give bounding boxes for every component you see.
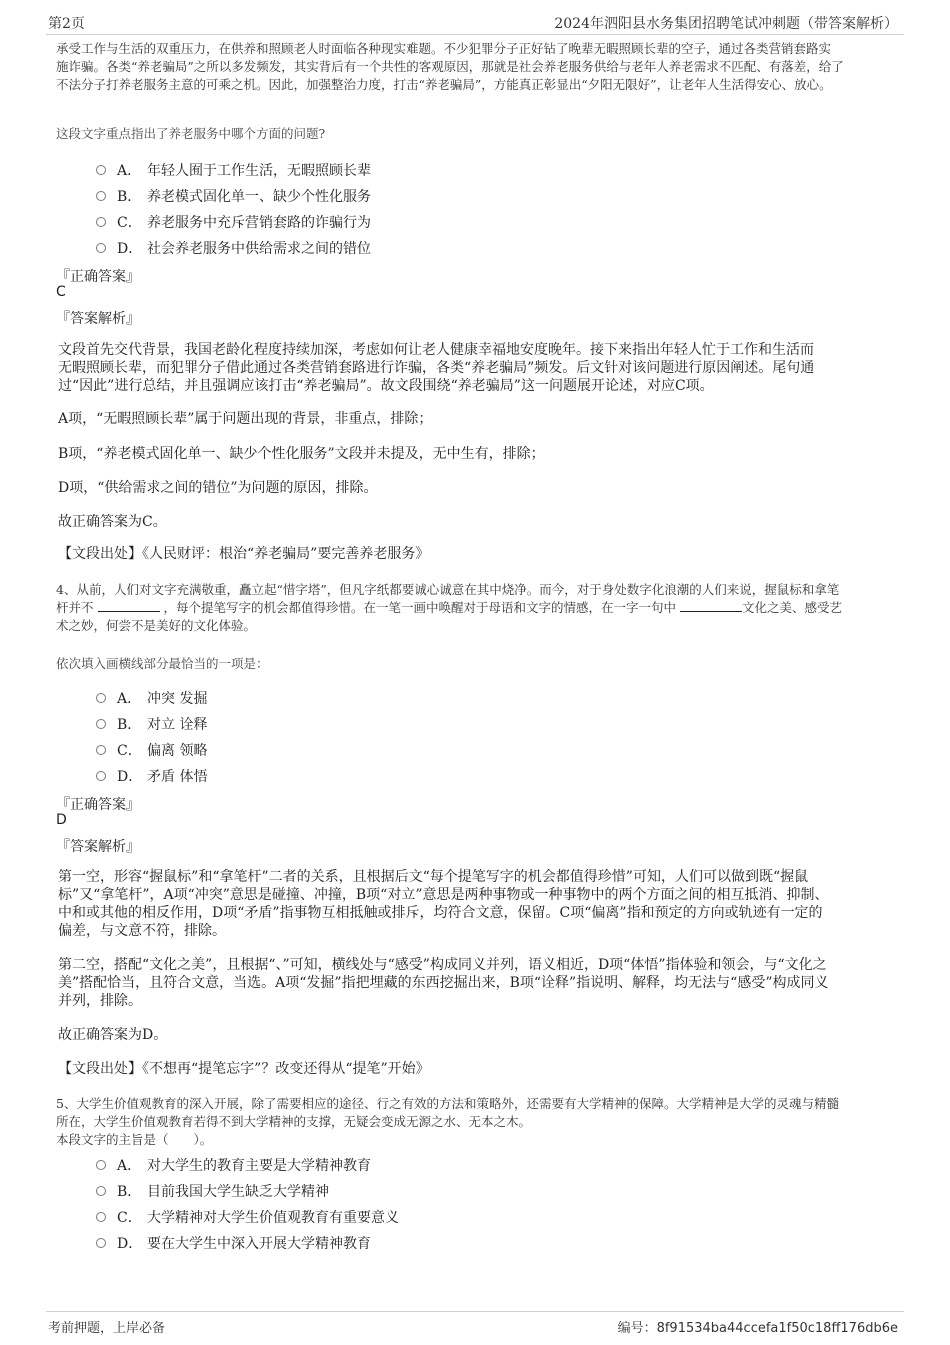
option-text: 要在大学生中深入开展大学精神教育	[147, 1236, 371, 1252]
analysis-label: 『答案解析』	[56, 311, 140, 327]
analysis-label: 『答案解析』	[56, 839, 140, 855]
analysis-line: 第一空，形容“握鼠标”和“拿笔杆”二者的关系，且根据后文“每个提笔写字的机会都值得珍惜”可知，人们可以做到既“握鼠	[58, 869, 809, 885]
q4-conclusion: 故正确答案为D。	[58, 1027, 168, 1043]
q4-options	[96, 685, 207, 789]
fill-blank-1	[98, 599, 160, 612]
option-letter: D．	[117, 241, 143, 257]
option-letter: D．	[117, 1236, 143, 1252]
option-letter: A．	[117, 1158, 142, 1174]
passage-line: 5、大学生价值观教育的深入开展，除了需要相应的途径、行之有效的方法和策略外，还需要有大学精神的保障。大学精神是大学的灵魂与精髓	[56, 1096, 839, 1111]
q5-options	[96, 1152, 399, 1256]
analysis-line: 并列，排除。	[58, 993, 142, 1009]
option-a[interactable]	[96, 157, 371, 183]
passage-line: 施诈骗。各类“养老骗局”之所以多发频发，其实背后有一个共性的客观原因，那就是社会养老服务供给与老年人养老需求不匹配、有落差，给了	[56, 59, 844, 74]
radio-icon[interactable]	[96, 771, 106, 781]
option-a[interactable]	[96, 1152, 399, 1178]
passage-line: 所在，大学生价值观教育若得不到大学精神的支撑，无疑会变成无源之水、无本之木。	[56, 1114, 532, 1129]
analysis-line: 无暇照顾长辈，而犯罪分子借此通过各类营销套路进行诈骗，各类“养老骗局”频发。后文针对该问题进行原因阐述。尾句通	[58, 360, 815, 376]
document-title: 2024年泗阳县水务集团招聘笔试冲刺题（带答案解析）	[554, 16, 898, 32]
q3-analysis-b: B项，“养老模式固化单一、缺少个性化服务”文段并未提及，无中生有，排除；	[58, 446, 545, 462]
document-code	[618, 1317, 898, 1336]
code-value: 8f91534ba44ccefa1f50c18ff176db6e	[656, 1321, 898, 1336]
option-c[interactable]	[96, 1204, 399, 1230]
option-b[interactable]	[96, 1178, 399, 1204]
q4-passage	[56, 581, 906, 635]
passage-text: ，每个提笔写字的机会都值得珍惜。在一笔一画中唤醒对于母语和文字的情感，在一字一句中	[163, 600, 676, 615]
correct-answer: C	[56, 284, 66, 300]
q3-passage	[56, 40, 906, 94]
radio-icon[interactable]	[96, 1238, 106, 1248]
option-c[interactable]	[96, 209, 371, 235]
option-c[interactable]	[96, 737, 207, 763]
option-d[interactable]	[96, 1230, 399, 1256]
code-label: 编号：	[617, 1321, 657, 1336]
option-letter: C．	[117, 1210, 142, 1226]
option-a[interactable]	[96, 685, 207, 711]
analysis-line: 标”又“拿笔杆”，A项“冲突”意思是碰撞、冲撞，B项“对立”意思是两种事物或一种事物中的两个方面之间的相互抵消、抑制、	[58, 887, 829, 903]
analysis-line: 第二空，搭配“文化之美”，且根据“、”可知，横线处与“感受”构成同义并列，语义相近，D项“体悟”指体验和领会，与“文化之	[58, 957, 827, 973]
option-text: 冲突 发掘	[147, 691, 208, 707]
analysis-line: 中和或其他的相反作用，D项“矛盾”指事物互相抵触或排斥，均符合文意，保留。C项“偏离”指和预定的方向或轨迹有一定的	[58, 905, 823, 921]
q3-options	[96, 157, 371, 261]
radio-icon[interactable]	[96, 243, 106, 253]
correct-answer-label: 『正确答案』	[56, 269, 140, 285]
option-text: 目前我国大学生缺乏大学精神	[147, 1184, 329, 1200]
radio-icon[interactable]	[96, 165, 106, 175]
option-letter: B．	[117, 189, 142, 205]
radio-icon[interactable]	[96, 693, 106, 703]
q3-question: 这段文字重点指出了养老服务中哪个方面的问题?	[56, 126, 326, 141]
radio-icon[interactable]	[96, 1186, 106, 1196]
option-b[interactable]	[96, 711, 207, 737]
radio-icon[interactable]	[96, 191, 106, 201]
option-text: 社会养老服务中供给需求之间的错位	[147, 241, 371, 257]
option-letter: D．	[117, 769, 143, 785]
correct-answer-label: 『正确答案』	[56, 797, 140, 813]
analysis-line: 过“因此”进行总结，并且强调应该打击“养老骗局”。故文段围绕“养老骗局”这一问题展开论述，对应C项。	[58, 378, 714, 394]
option-text: 养老模式固化单一、缺少个性化服务	[147, 189, 371, 205]
passage-line: 不法分子打养老服务主意的可乘之机。因此，加强整治力度，打击“养老骗局”，方能真正彰显出“夕阳无限好”，让老年人生活得安心、放心。	[56, 77, 832, 92]
correct-answer: D	[56, 812, 67, 828]
option-letter: C．	[117, 743, 142, 759]
q3-conclusion: 故正确答案为C。	[58, 514, 167, 530]
option-text: 矛盾 体悟	[147, 769, 208, 785]
option-letter: A．	[117, 163, 142, 179]
analysis-line: 偏差，与文意不符，排除。	[58, 923, 226, 939]
option-text: 养老服务中充斥营销套路的诈骗行为	[147, 215, 371, 231]
page-number: 第2页	[48, 16, 85, 32]
page-footer	[46, 1311, 904, 1338]
passage-line: 本段文字的主旨是（ ）。	[56, 1132, 213, 1147]
q3-analysis-d: D项，“供给需求之间的错位”为问题的原因，排除。	[58, 480, 378, 496]
passage-line	[56, 599, 906, 617]
option-letter: C．	[117, 215, 142, 231]
option-letter: B．	[117, 1184, 142, 1200]
radio-icon[interactable]	[96, 745, 106, 755]
option-text: 对大学生的教育主要是大学精神教育	[147, 1158, 371, 1174]
q4-analysis-second	[58, 956, 898, 1010]
option-letter: B．	[117, 717, 142, 733]
radio-icon[interactable]	[96, 1160, 106, 1170]
fill-blank-2	[680, 599, 742, 612]
option-text: 大学精神对大学生价值观教育有重要意义	[147, 1210, 399, 1226]
q4-source: 【文段出处】《不想再“提笔忘字”？改变还得从“提笔”开始》	[58, 1061, 430, 1077]
passage-line: 承受工作与生活的双重压力，在供养和照顾老人时面临各种现实难题。不少犯罪分子正好钻了晚辈无暇照顾长辈的空子，通过各类营销套路实	[56, 41, 832, 56]
option-d[interactable]	[96, 763, 207, 789]
q3-analysis	[58, 341, 898, 395]
analysis-line: 美”搭配恰当，且符合文意，当选。A项“发掘”指把埋藏的东西挖掘出来，B项“诠释”指说明、解释，均无法与“感受”构成同义	[58, 975, 829, 991]
q4-analysis-first	[58, 868, 898, 940]
option-d[interactable]	[96, 235, 371, 261]
radio-icon[interactable]	[96, 217, 106, 227]
radio-icon[interactable]	[96, 719, 106, 729]
passage-line: 4、从前，人们对文字充满敬重，矗立起“惜字塔”，但凡字纸都要诚心诚意在其中烧净。而今，对于身处数字化浪潮的人们来说，握鼠标和拿笔	[56, 582, 840, 597]
page-header	[46, 10, 904, 35]
q4-question: 依次填入画横线部分最恰当的一项是：	[56, 656, 269, 671]
radio-icon[interactable]	[96, 1212, 106, 1222]
q5-passage	[56, 1095, 906, 1149]
option-text: 偏离 领略	[147, 743, 208, 759]
q3-source: 【文段出处】《人民财评：根治“养老骗局”要完善养老服务》	[58, 546, 430, 562]
passage-line: 术之妙，何尝不是美好的文化体验。	[56, 618, 257, 633]
option-text: 对立 诠释	[147, 717, 208, 733]
q3-analysis-a: A项，“无暇照顾长辈”属于问题出现的背景，非重点，排除；	[58, 411, 433, 427]
passage-text: 文化之美、感受艺	[741, 600, 842, 615]
option-text: 年轻人囿于工作生活，无暇照顾长辈	[147, 163, 371, 179]
analysis-line: 文段首先交代背景，我国老龄化程度持续加深，考虑如何让老人健康幸福地安度晚年。接下来指出年轻人忙于工作和生活而	[58, 342, 814, 358]
option-b[interactable]	[96, 183, 371, 209]
passage-text: 杆并不	[56, 600, 94, 615]
option-letter: A．	[117, 691, 142, 707]
footer-slogan: 考前押题，上岸必备	[48, 1321, 166, 1336]
